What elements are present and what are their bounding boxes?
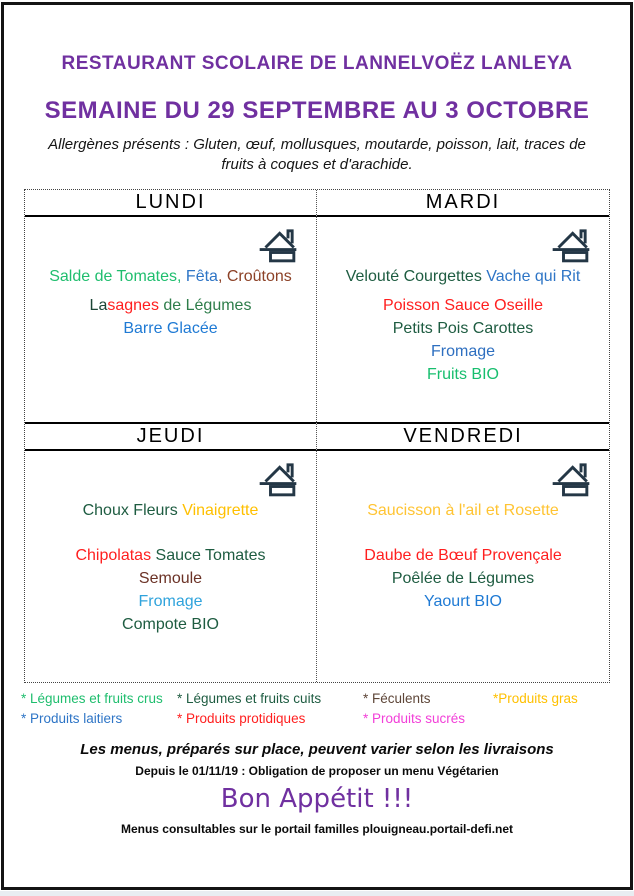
menu-item <box>317 502 609 520</box>
menu-item <box>25 268 316 286</box>
menu-item <box>317 320 609 338</box>
menu-item <box>317 366 609 384</box>
menu-list-vendredi <box>317 502 609 611</box>
menu-item <box>25 616 316 634</box>
fait-maison-icon <box>258 226 298 264</box>
portal-note: Menus consultables sur le portail familles plouigneau.portail-defi.net <box>120 821 514 836</box>
menu-item <box>317 570 609 588</box>
menu-item-segment: Petits Pois Carottes <box>392 319 534 337</box>
day-header-mardi: MARDI <box>317 190 609 217</box>
restaurant-title: RESTAURANT SCOLAIRE DE LANNELVOËZ LANLEYA <box>61 53 573 74</box>
fait-maison-icon <box>551 226 591 264</box>
menu-item-segment: Fruits BIO <box>426 365 499 383</box>
week-title: SEMAINE DU 29 SEPTEMBRE AU 3 OCTOBRE <box>44 97 590 124</box>
legend-row <box>21 689 613 709</box>
menu-item-segment: , Croûtons <box>217 267 292 285</box>
menu-item <box>317 297 609 315</box>
menu-item-segment: Vache qui Rit <box>486 267 581 285</box>
menu-item <box>317 593 609 611</box>
vegetarian-note: Depuis le 01/11/19 : Obligation de proposer un menu Végétarien <box>135 763 499 778</box>
menu-item-segment: Poêlée de Légumes <box>391 569 535 587</box>
day-header-vendredi: VENDREDI <box>317 422 609 451</box>
menu-item-segment: Daube de Bœuf Provençale <box>364 546 562 564</box>
legend-item: * Produits protidiques <box>177 710 306 726</box>
menu-item-segment: Saucisson à l'ail et Rosette <box>367 501 559 519</box>
menu-item-segment: Semoule <box>138 569 203 587</box>
legend <box>21 689 613 729</box>
day-header-jeudi: JEUDI <box>25 422 317 451</box>
menu-item-segment: sagnes <box>107 296 159 314</box>
menu-item <box>25 593 316 611</box>
menu-item <box>317 268 609 286</box>
menu-list-lundi <box>25 268 316 338</box>
fait-maison-icon <box>258 460 298 498</box>
menu-item-segment: Vinaigrette <box>182 501 259 519</box>
menu-item-segment: Fromage <box>138 592 203 610</box>
menu-list-mardi <box>317 268 609 384</box>
menu-table <box>24 189 610 683</box>
menu-list-jeudi <box>25 502 316 634</box>
delivery-note: Les menus, préparés sur place, peuvent varier selon les livraisons <box>80 740 554 758</box>
day-cell-vendredi <box>317 451 609 682</box>
menu-item <box>25 547 316 565</box>
menu-item-segment: Compote BIO <box>122 615 219 633</box>
legend-item: * Féculents <box>363 690 431 706</box>
legend-row <box>21 709 613 729</box>
menu-item-segment: de Légumes <box>158 296 252 314</box>
menu-item-segment: Fêta <box>181 267 218 285</box>
menu-item <box>25 502 316 520</box>
menu-item <box>25 297 316 315</box>
menu-item-segment: Velouté Courgettes <box>345 267 487 285</box>
menu-item-segment: Poisson Sauce Oseille <box>382 296 544 314</box>
legend-item: *Produits gras <box>493 690 578 706</box>
legend-item: * Légumes et fruits crus <box>21 690 163 706</box>
page-edge <box>0 891 634 896</box>
day-cell-jeudi <box>25 451 317 682</box>
legend-item: * Légumes et fruits cuits <box>177 690 322 706</box>
menu-item-segment: Sauce Tomates <box>151 546 266 564</box>
menu-item <box>25 320 316 338</box>
day-cell-lundi <box>25 217 317 422</box>
menu-item-segment: Barre Glacée <box>123 319 218 337</box>
menu-item <box>317 547 609 565</box>
allergens-note: Allergènes présents : Gluten, œuf, mollusques, moutarde, poisson, lait, traces de fruits à coques et d'arachide. <box>48 136 586 174</box>
menu-item-segment: Salde de Tomates, <box>49 267 182 285</box>
fait-maison-icon <box>551 460 591 498</box>
day-cell-mardi <box>317 217 609 422</box>
bon-appetit: Bon Appétit !!! <box>220 783 414 814</box>
day-header-lundi: LUNDI <box>25 190 317 217</box>
menu-item-segment: La <box>89 296 108 314</box>
menu-item-segment: Choux Fleurs <box>82 501 183 519</box>
menu-item <box>317 343 609 361</box>
menu-item <box>25 570 316 588</box>
legend-item: * Produits sucrés <box>363 710 466 726</box>
menu-item-segment: Fromage <box>430 342 496 360</box>
menu-item-segment: Chipolatas <box>75 546 152 564</box>
page-frame <box>1 2 633 890</box>
legend-item: * Produits laitiers <box>21 710 123 726</box>
menu-item-segment: Yaourt BIO <box>424 592 502 610</box>
